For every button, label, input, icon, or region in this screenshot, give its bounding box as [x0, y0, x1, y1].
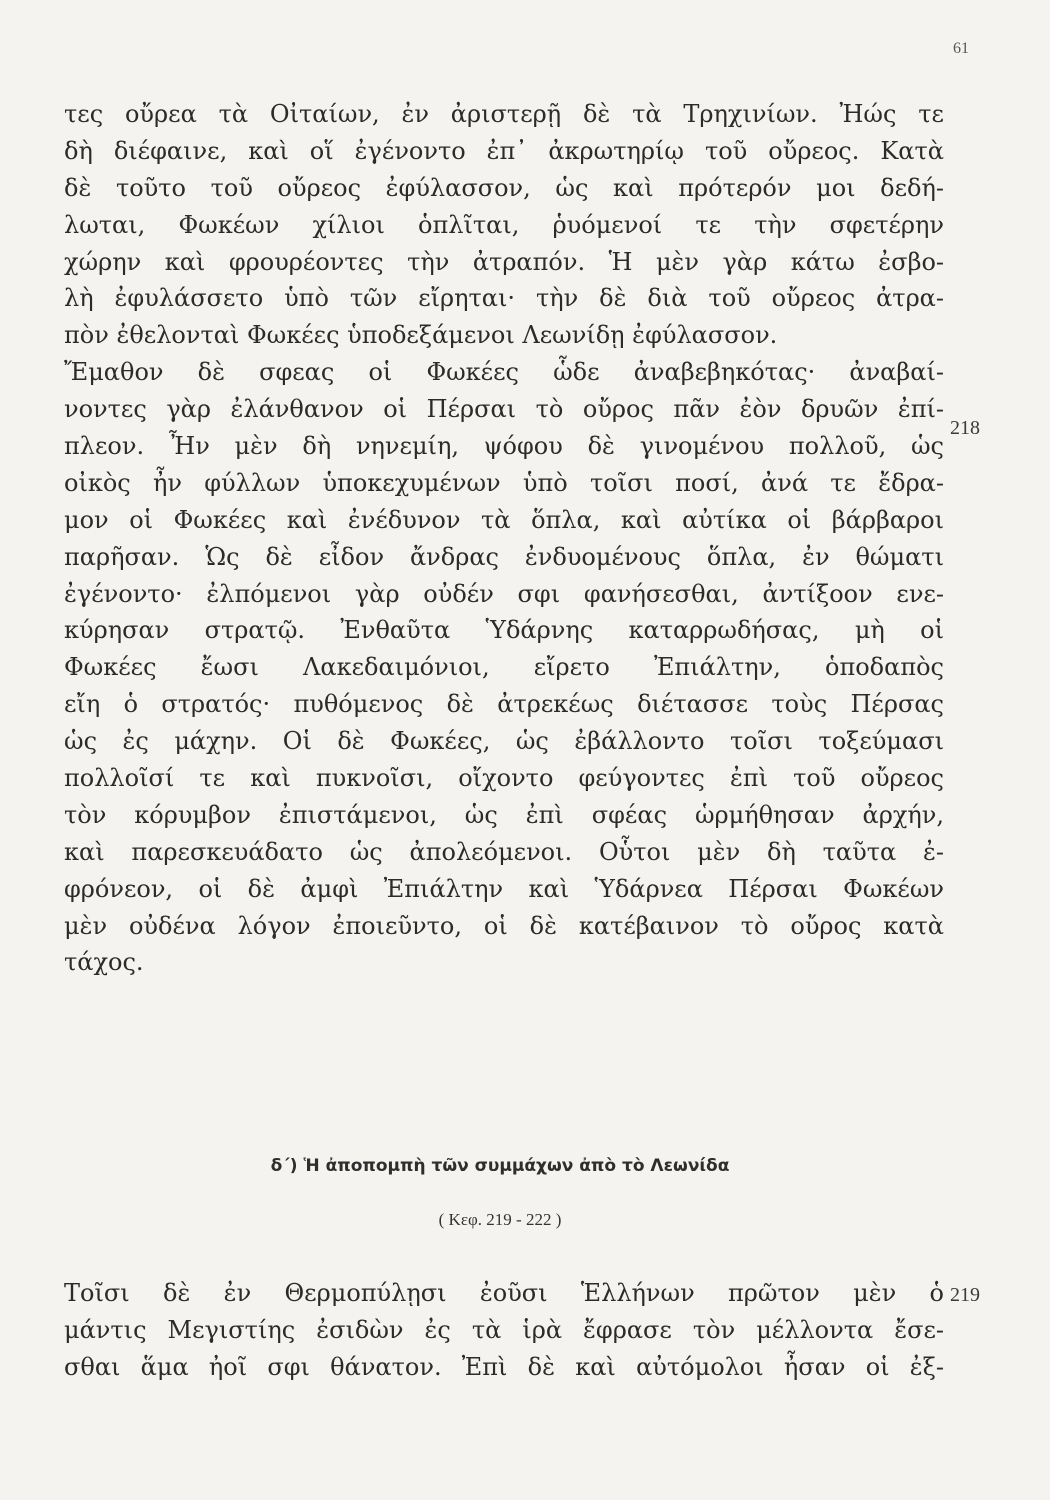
section-subheading: ( Κεφ. 219 - 222 ) — [438, 1210, 562, 1229]
margin-chapter-number: 218 — [950, 417, 980, 439]
text-line: δὴ διέφαινε, καὶ οἵ ἐγένοντο ἐπ᾽ ἀκρωτηρίῳ τοῦ οὔρεος. Κατὰ — [64, 136, 944, 165]
text-line: μον οἱ Φωκέες καὶ ἐνέδυνον τὰ ὅπλα, καὶ αὐτίκα οἱ βάρβαροι — [64, 505, 944, 534]
text-line: μάντις Μεγιστίης ἐσιδὼν ἐς τὰ ἱρὰ ἔφρασε τὸν μέλλοντα ἔσε- — [64, 1315, 944, 1344]
text-line: Ἔμαθον δὲ σφεας οἱ Φωκέες ὧδε ἀναβεβηκότας· ἀναβαί- — [64, 358, 944, 387]
text-line: λωται, Φωκέων χίλιοι ὁπλῖται, ῥυόμενοί τε τὴν σφετέρην — [64, 210, 944, 239]
text-line: δὲ τοῦτο τοῦ οὔρεος ἐφύλασσον, ὡς καὶ πρότερόν μοι δεδή- — [64, 173, 944, 202]
page-number: 61 — [953, 40, 969, 57]
text-line: ἐγένοντο· ἐλπόμενοι γὰρ οὐδέν σφι φανήσεσθαι, ἀντίξοον ενε- — [64, 579, 944, 608]
text-line: πὸν ἐθελονταὶ Φωκέες ὑποδεξάμενοι Λεωνίδῃ ἐφύλασσον. — [64, 321, 778, 350]
text-line: ὡς ἐς μάχην. Οἱ δὲ Φωκέες, ὡς ἐβάλλοντο τοῖσι τοξεύμασι — [64, 727, 944, 756]
text-line: τάχος. — [64, 948, 144, 977]
paragraph-1 — [64, 96, 944, 981]
text-line: χώρην καὶ φρουρέοντες τὴν ἀτραπόν. Ἡ μὲν γὰρ κάτω ἐσβο- — [64, 247, 944, 276]
margin-chapter-number: 219 — [950, 1284, 980, 1306]
text-line: σθαι ἅμα ἠοῖ σφι θάνατον. Ἐπὶ δὲ καὶ αὐτόμολοι ἦσαν οἱ ἐξ- — [64, 1352, 944, 1381]
text-line: τὸν κόρυμβον ἐπιστάμενοι, ὡς ἐπὶ σφέας ὡρμήθησαν ἀρχήν, — [64, 800, 944, 829]
text-line: οἰκὸς ἦν φύλλων ὑποκεχυμένων ὑπὸ τοῖσι ποσί, ἀνά τε ἔδρα- — [64, 468, 944, 497]
paragraph-2 — [64, 1275, 944, 1386]
text-line: λὴ ἐφυλάσσετο ὑπὸ τῶν εἴρηται· τὴν δὲ διὰ τοῦ οὔρεος ἀτρα- — [64, 284, 944, 313]
text-line: εἴη ὁ στρατός· πυθόμενος δὲ ἀτρεκέως διέτασσε τοὺς Πέρσας — [64, 690, 944, 719]
text-line: πολλοῖσί τε καὶ πυκνοῖσι, οἴχοντο φεύγοντες ἐπὶ τοῦ οὔρεος — [64, 764, 944, 793]
section-heading: δ΄) Ἡ ἀποπομπὴ τῶν συμμάχων ἀπὸ τὸ Λεωνίδα — [270, 1156, 730, 1176]
text-line: νοντες γὰρ ἐλάνθανον οἱ Πέρσαι τὸ οὔρος πᾶν ἐὸν δρυῶν ἐπί- — [64, 395, 944, 424]
text-line: Τοῖσι δὲ ἐν Θερμοπύλῃσι ἐοῦσι Ἑλλήνων πρῶτον μὲν ὁ — [64, 1279, 944, 1307]
text-line: πλεον. Ἦν μὲν δὴ νηνεμίη, ψόφου δὲ γινομένου πολλοῦ, ὡς — [64, 432, 944, 461]
text-line: φρόνεον, οἱ δὲ ἀμφὶ Ἐπιάλτην καὶ Ὑδάρνεα Πέρσαι Φωκέων — [64, 874, 944, 903]
text-line: Φωκέες ἔωσι Λακεδαιμόνιοι, εἴρετο Ἐπιάλτην, ὁποδαπὸς — [64, 653, 944, 682]
text-line: τες οὔρεα τὰ Οἰταίων, ἐν ἀριστερῇ δὲ τὰ Τρηχινίων. Ἠώς τε — [64, 100, 944, 128]
text-line: κύρησαν στρατῷ. Ἐνθαῦτα Ὑδάρνης καταρρωδήσας, μὴ οἱ — [64, 616, 944, 645]
text-line: μὲν οὐδένα λόγον ἐποιεῦντο, οἱ δὲ κατέβαινον τὸ οὔρος κατὰ — [64, 911, 944, 940]
text-line: παρῆσαν. Ὡς δὲ εἶδον ἄνδρας ἐνδυομένους ὅπλα, ἐν θώματι — [64, 542, 944, 571]
text-line: καὶ παρεσκευάδατο ὡς ἀπολεόμενοι. Οὗτοι μὲν δὴ ταῦτα ἐ- — [64, 837, 944, 866]
